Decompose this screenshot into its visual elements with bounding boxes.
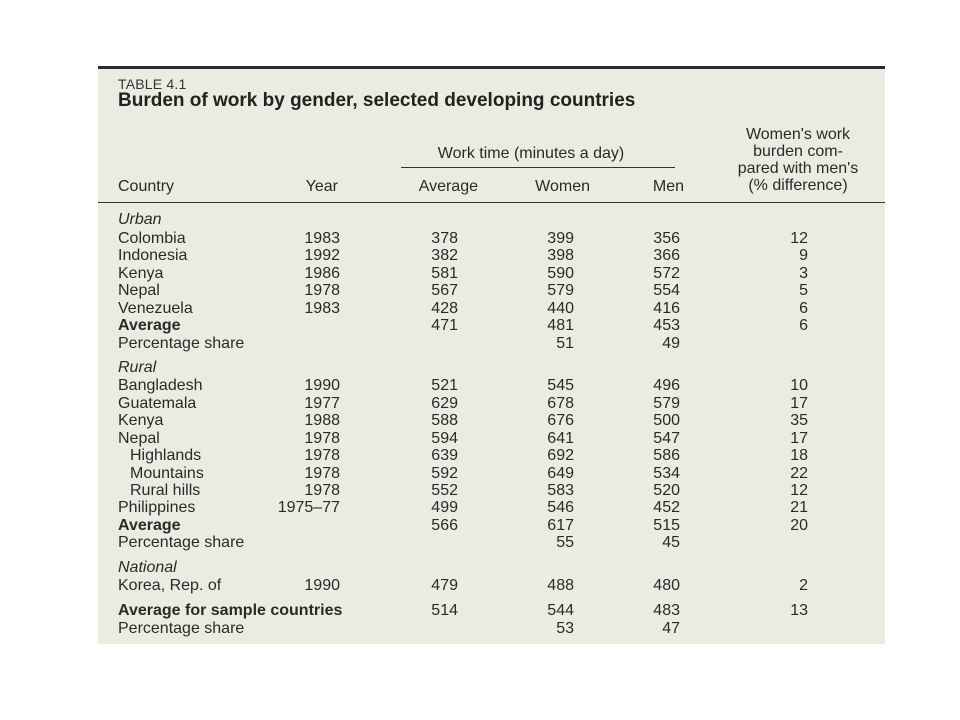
cell-year: 1992 [304, 247, 340, 264]
cell-women: 678 [547, 395, 574, 412]
cell-country: Nepal [118, 282, 160, 299]
cell-women: 398 [547, 247, 574, 264]
section-rural: Rural [118, 359, 157, 376]
cell-country: Mountains [130, 465, 204, 482]
cell-country: Guatemala [118, 395, 197, 412]
cell-burden: 5 [799, 282, 808, 299]
cell-country: Bangladesh [118, 377, 203, 394]
table-sheet [98, 66, 885, 644]
table-label: TABLE 4.1 [118, 76, 187, 92]
cell-women: 583 [547, 482, 574, 499]
cell-country: Percentage share [118, 335, 245, 352]
cell-average: 594 [431, 430, 458, 447]
cell-women: 440 [547, 300, 574, 317]
cell-burden: 2 [799, 577, 808, 594]
cell-year: 1988 [304, 412, 340, 429]
cell-burden: 22 [790, 465, 808, 482]
cell-men: 586 [653, 447, 680, 464]
cell-country: Average [118, 517, 181, 534]
cell-burden: 6 [799, 300, 808, 317]
cell-women: 692 [547, 447, 574, 464]
cell-men: 579 [653, 395, 680, 412]
section-national: National [118, 559, 177, 576]
cell-average: 592 [431, 465, 458, 482]
cell-country: Average [118, 317, 181, 334]
cell-men: 500 [653, 412, 680, 429]
cell-men: 520 [653, 482, 680, 499]
header-rule [98, 202, 885, 203]
col-header-country: Country [118, 178, 175, 195]
cell-women: 51 [556, 335, 574, 352]
cell-average: 428 [431, 300, 458, 317]
cell-year: 1986 [304, 265, 340, 282]
top-rule [98, 66, 885, 69]
cell-women: 579 [547, 282, 574, 299]
work-time-header: Work time (minutes a day) [437, 145, 625, 162]
cell-country: Venezuela [118, 300, 193, 317]
cell-year: 1975–77 [277, 499, 340, 516]
cell-country: Percentage share [118, 620, 245, 637]
cell-year: 1983 [304, 300, 340, 317]
cell-men: 515 [653, 517, 680, 534]
cell-average: 514 [431, 602, 458, 619]
burden-header-line: (% difference) [748, 177, 848, 194]
cell-burden: 17 [790, 395, 808, 412]
cell-average: 552 [431, 482, 458, 499]
cell-average: 378 [431, 230, 458, 247]
cell-average: 588 [431, 412, 458, 429]
cell-men: 547 [653, 430, 680, 447]
cell-year: 1978 [304, 282, 340, 299]
cell-men: 49 [662, 335, 680, 352]
cell-women: 53 [556, 620, 574, 637]
cell-burden: 20 [790, 517, 808, 534]
cell-country: Kenya [118, 412, 164, 429]
burden-header-line: burden com- [753, 143, 843, 160]
cell-country: Korea, Rep. of [118, 577, 222, 594]
cell-women: 546 [547, 499, 574, 516]
cell-burden: 13 [790, 602, 808, 619]
cell-country: Highlands [130, 447, 202, 464]
cell-women: 676 [547, 412, 574, 429]
cell-men: 47 [662, 620, 680, 637]
cell-women: 545 [547, 377, 574, 394]
cell-year: 1978 [304, 447, 340, 464]
cell-men: 45 [662, 534, 680, 551]
cell-women: 55 [556, 534, 574, 551]
cell-men: 534 [653, 465, 680, 482]
cell-year: 1990 [304, 577, 340, 594]
cell-average: 521 [431, 377, 458, 394]
cell-burden: 12 [790, 230, 808, 247]
cell-men: 356 [653, 230, 680, 247]
col-header-year: Year [305, 178, 338, 195]
cell-burden: 35 [790, 412, 808, 429]
cell-men: 366 [653, 247, 680, 264]
cell-average: 581 [431, 265, 458, 282]
cell-country: Average for sample countries [118, 602, 343, 619]
cell-year: 1978 [304, 482, 340, 499]
table-title: Burden of work by gender, selected developing countries [118, 90, 636, 111]
section-urban: Urban [118, 211, 162, 228]
burden-header [708, 126, 888, 194]
cell-average: 382 [431, 247, 458, 264]
cell-average: 566 [431, 517, 458, 534]
cell-women: 617 [547, 517, 574, 534]
cell-men: 572 [653, 265, 680, 282]
cell-women: 641 [547, 430, 574, 447]
cell-country: Indonesia [118, 247, 188, 264]
cell-burden: 10 [790, 377, 808, 394]
cell-women: 590 [547, 265, 574, 282]
cell-average: 639 [431, 447, 458, 464]
burden-header-line: Women's work [745, 126, 851, 143]
cell-year: 1990 [304, 377, 340, 394]
cell-women: 488 [547, 577, 574, 594]
cell-burden: 9 [799, 247, 808, 264]
cell-year: 1977 [304, 395, 340, 412]
cell-average: 499 [431, 499, 458, 516]
cell-men: 453 [653, 317, 680, 334]
cell-average: 567 [431, 282, 458, 299]
cell-year: 1978 [304, 430, 340, 447]
cell-men: 554 [653, 282, 680, 299]
cell-burden: 12 [790, 482, 808, 499]
cell-men: 496 [653, 377, 680, 394]
col-header-men: Men [652, 178, 684, 195]
cell-men: 416 [653, 300, 680, 317]
cell-burden: 3 [799, 265, 808, 282]
cell-country: Kenya [118, 265, 164, 282]
cell-year: 1983 [304, 230, 340, 247]
cell-year: 1978 [304, 465, 340, 482]
cell-burden: 17 [790, 430, 808, 447]
cell-country: Percentage share [118, 534, 245, 551]
cell-country: Philippines [118, 499, 196, 516]
cell-average: 629 [431, 395, 458, 412]
burden-header-line: pared with men's [737, 160, 859, 177]
cell-men: 452 [653, 499, 680, 516]
cell-country: Rural hills [130, 482, 201, 499]
cell-burden: 21 [790, 499, 808, 516]
cell-burden: 6 [799, 317, 808, 334]
cell-women: 399 [547, 230, 574, 247]
cell-women: 544 [547, 602, 574, 619]
cell-average: 479 [431, 577, 458, 594]
cell-women: 481 [547, 317, 574, 334]
cell-average: 471 [431, 317, 458, 334]
cell-country: Nepal [118, 430, 160, 447]
col-header-average: Average [418, 178, 478, 195]
cell-men: 483 [653, 602, 680, 619]
cell-women: 649 [547, 465, 574, 482]
cell-men: 480 [653, 577, 680, 594]
col-header-women: Women [535, 178, 590, 195]
work-time-rule [401, 167, 675, 168]
cell-burden: 18 [790, 447, 808, 464]
cell-country: Colombia [118, 230, 186, 247]
